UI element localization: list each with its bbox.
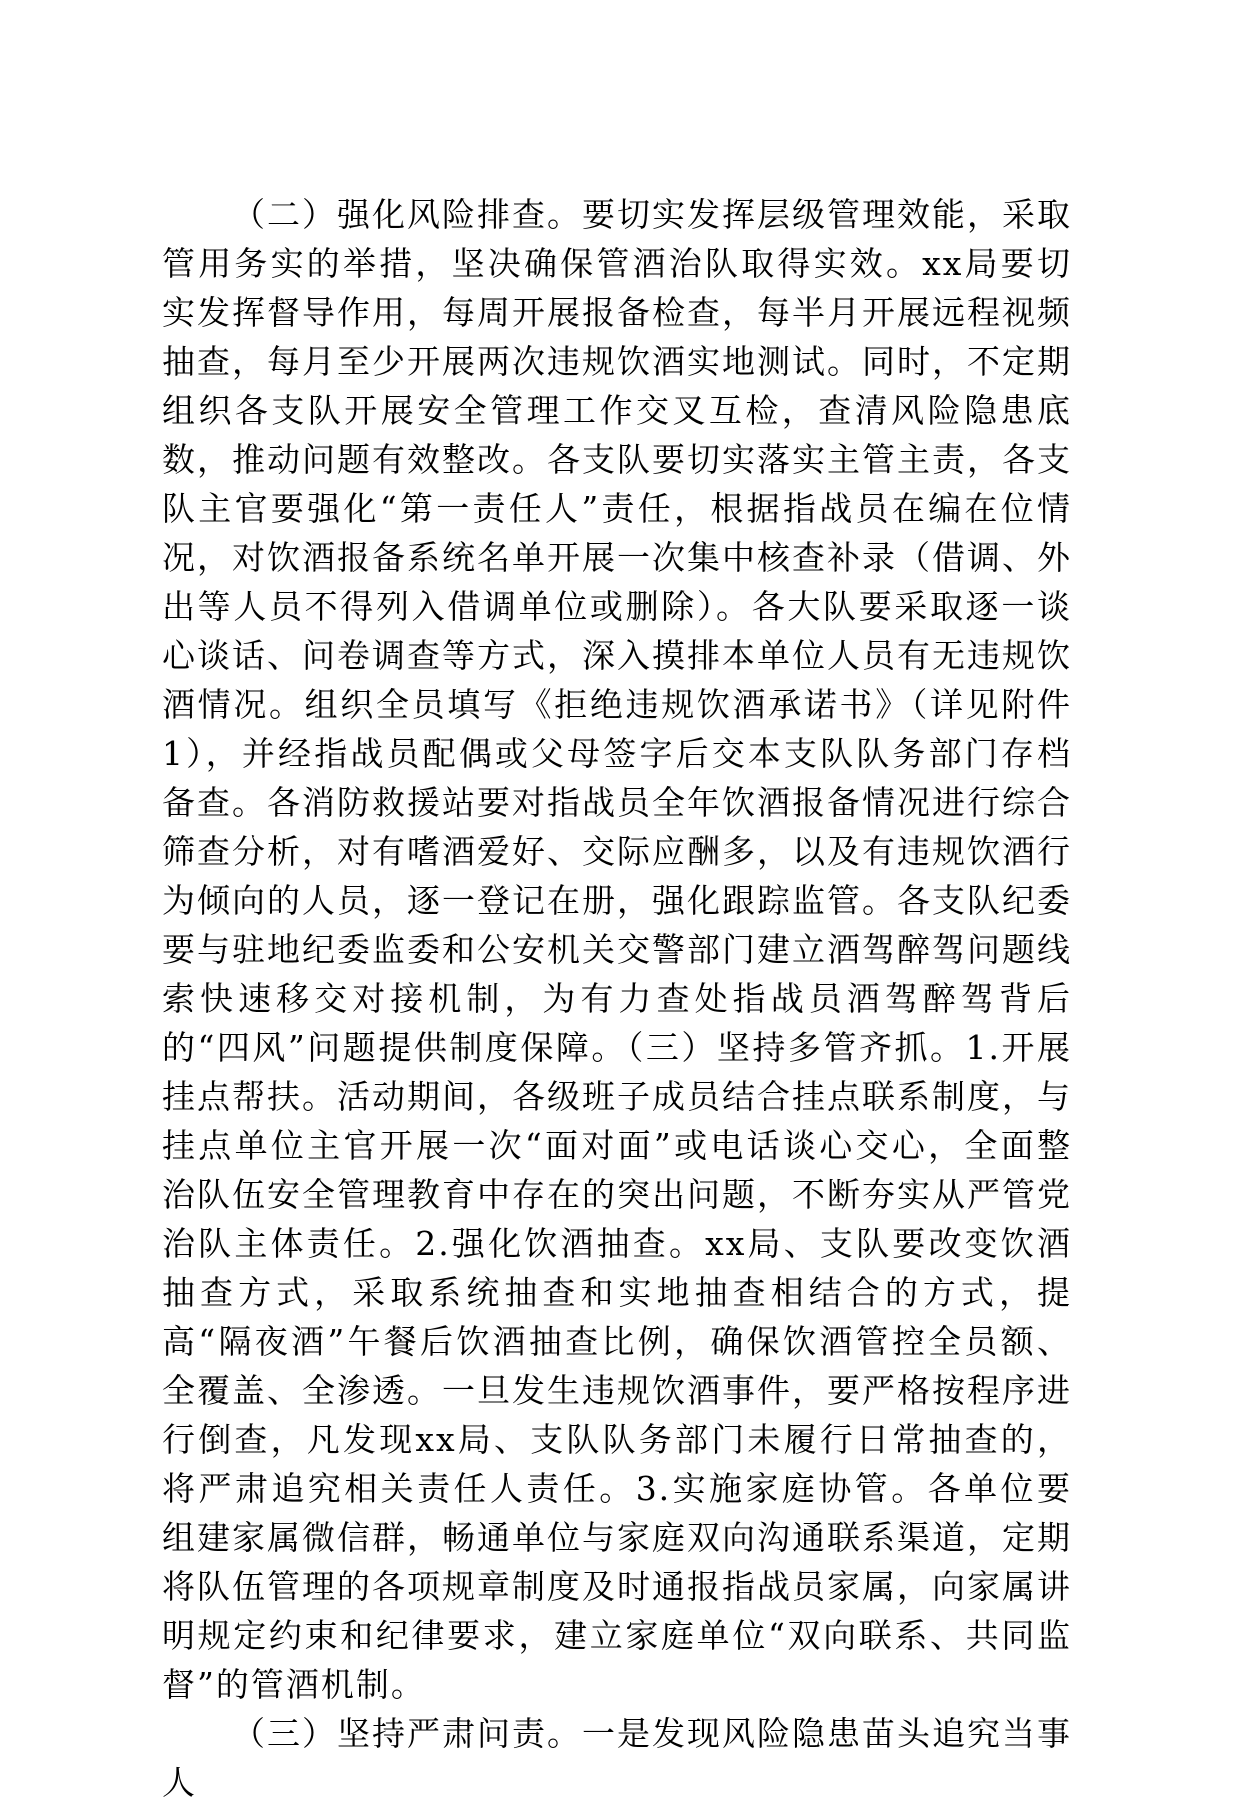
- paragraph-accountability: （三）坚持严肃问责。一是发现风险隐患苗头追究当事人: [162, 1714, 1072, 1802]
- document-body: [162, 190, 1072, 1807]
- paragraph-risk-screening: （二）强化风险排查。要切实发挥层级管理效能，采取管用务实的举措，坚决确保管酒治队取得实效。xx局要切实发挥督导作用，每周开展报备检查，每半月开展远程视频抽查，每月至少开展两次违规饮酒实地测试。同时，不定期组织各支队开展安全管理工作交叉互检，查清风险隐患底数，推动问题有效整改。各支队要切实落实主管主责，各支队主官要强化“第一责任人”责任，根据指战员在编在位情况，对饮酒报备系统名单开展一次集中核查补录（借调、外出等人员不得列入借调单位或删除）。各大队要采取逐一谈心谈话、问卷调查等方式，深入摸排本单位人员有无违规饮酒情况。组织全员填写《拒绝违规饮酒承诺书》（详见附件1），并经指战员配偶或父母签字后交本支队队务部门存档备查。各消防救援站要对指战员全年饮酒报备情况进行综合筛查分析，对有嗜酒爱好、交际应酬多，以及有违规饮酒行为倾向的人员，逐一登记在册，强化跟踪监管。各支队纪委要与驻地纪委监委和公安机关交警部门建立酒驾醉驾问题线索快速移交对接机制，为有力查处指战员酒驾醉驾背后的“四风”问题提供制度保障。（三）坚持多管齐抓。1.开展挂点帮扶。活动期间，各级班子成员结合挂点联系制度，与挂点单位主官开展一次“面对面”或电话谈心交心，全面整治队伍安全管理教育中存在的突出问题，不断夯实从严管党治队主体责任。2.强化饮酒抽查。xx局、支队要改变饮酒抽查方式，采取系统抽查和实地抽查相结合的方式，提高“隔夜酒”午餐后饮酒抽查比例，确保饮酒管控全员额、全覆盖、全渗透。一旦发生违规饮酒事件，要严格按程序进行倒查，凡发现xx局、支队队务部门未履行日常抽查的，将严肃追究相关责任人责任。3.实施家庭协管。各单位要组建家属微信群，畅通单位与家庭双向沟通联系渠道，定期将队伍管理的各项规章制度及时通报指战员家属，向家属讲明规定约束和纪律要求，建立家庭单位“双向联系、共同监督”的管酒机制。: [162, 195, 1072, 1704]
